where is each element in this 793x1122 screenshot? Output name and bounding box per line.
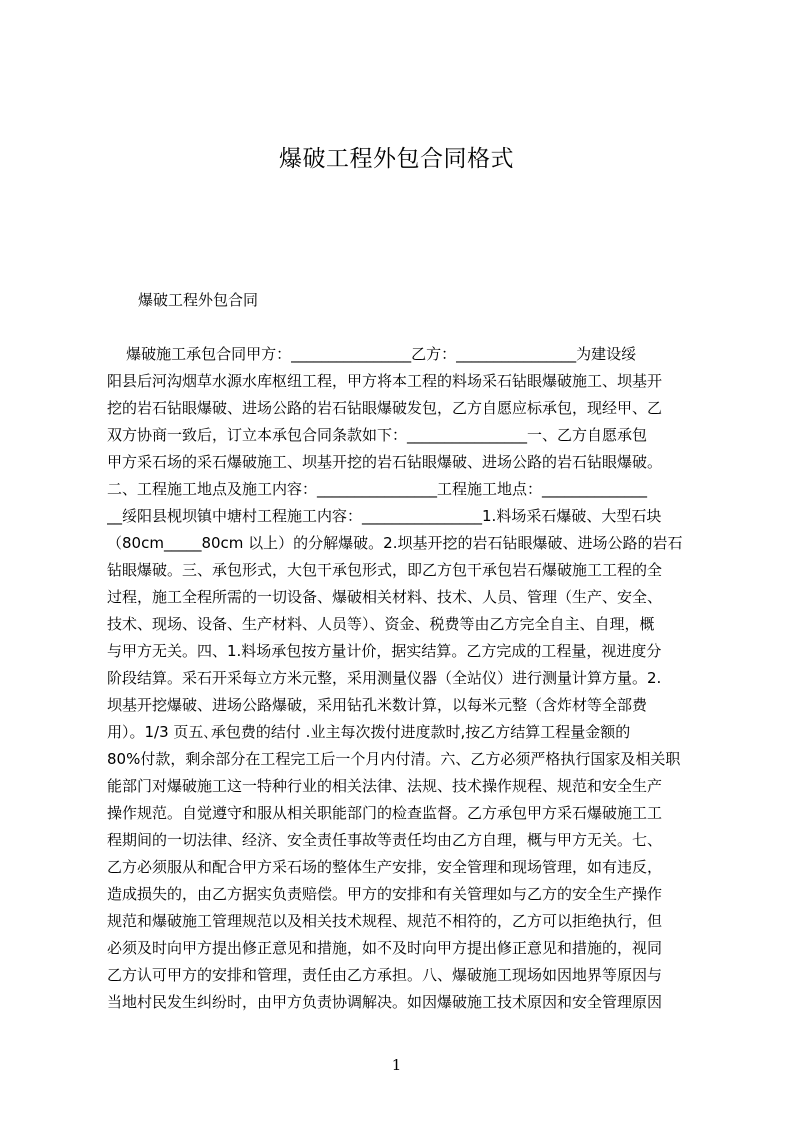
body-line: 能部门对爆破施工这一特种行业的相关法律、法规、技术操作规程、规范和安全生产 [107,777,663,795]
body-line: 甲方采石场的采石爆破施工、坝基开挖的岩石钻眼爆破、进场公路的岩石钻眼爆破。 [107,453,663,471]
page-number: 1 [391,1056,402,1074]
body-line: 挖的岩石钻眼爆破、进场公路的岩石钻眼爆破发包，乙方自愿应标承包，现经甲、乙 [107,399,663,417]
body-line: 乙方认可甲方的安排和管理，责任由乙方承担。八、爆破施工现场如因地界等原因与 [107,966,663,984]
body-line: 技术、现场、设备、生产材料、人员等）、资金、税费等由乙方完全自主、自理，概 [107,615,655,633]
body-line: 钻眼爆破。三、承包形式，大包干承包形式，即乙方包干承包岩石爆破施工工程的全 [107,561,663,579]
body-line: 与甲方无关。四、1.料场承包按方量计价，据实结算。乙方完成的工程量，视进度分 [107,642,662,660]
body-line: 当地村民发生纠纷时，由甲方负责协调解决。如因爆破施工技术原因和安全管理原因 [107,993,663,1011]
body-line: 程期间的一切法律、经济、安全责任事故等责任均由乙方自理，概与甲方无关。七、 [107,831,663,849]
body-line: 操作规范。自觉遵守和服从相关职能部门的检查监督。乙方承包甲方采石爆破施工工 [107,804,663,822]
body-line: 造成损失的，由乙方据实负责赔偿。甲方的安排和有关管理如与乙方的安全生产操作 [107,885,663,903]
body-line: 用）。1/3 页五､承包费的结付 .业主每次拨付进度款时,按乙方结算工程量金额的 [107,723,631,741]
body-line: 阶段结算。采石开采每立方米元整，采用测量仪器（全站仪）进行测量计算方量。2. [107,669,662,687]
body-line: （80cm_____80cm 以上）的分解爆破。2.坝基开挖的岩石钻眼爆破、进场公路的岩石 [107,534,683,552]
body-line: 80%付款，剩余部分在工程完工后一个月内付清。六、乙方必须严格执行国家及相关职 [107,750,681,768]
body-line: 规范和爆破施工管理规范以及相关技术规程、规范不相符的，乙方可以拒绝执行，但 [107,912,663,930]
body-line: 二、工程施工地点及施工内容：________________工程施工地点：______________ [107,480,648,498]
body-line: 双方协商一致后，订立本承包合同条款如下：________________一、乙方自愿承包 [107,426,648,444]
contract-body [107,343,699,1018]
body-line: 阳县后河沟烟草水源水库枢纽工程，甲方将本工程的料场采石钻眼爆破施工、坝基开 [107,372,663,390]
document-title: 爆破工程外包合同格式 [279,146,514,172]
body-line: 爆破施工承包合同甲方：________________乙方：________________为建设绥 [107,345,637,363]
body-line: 坝基开挖爆破、进场公路爆破，采用钻孔米数计算，以每米元整（含炸材等全部费 [107,696,648,714]
body-line: 过程，施工全程所需的一切设备、爆破相关材料、技术、人员、管理（生产、安全、 [107,588,663,606]
body-line: 乙方必须服从和配合甲方采石场的整体生产安排，安全管理和现场管理，如有违反， [107,858,663,876]
body-line: 必须及时向甲方提出修正意见和措施，如不及时向甲方提出修正意见和措施的，视同 [107,939,663,957]
contract-subtitle: 爆破工程外包合同 [138,291,259,309]
body-line: __绥阳县枧坝镇中塘村工程施工内容：________________1.料场采石爆破、大型石块 [107,507,662,525]
